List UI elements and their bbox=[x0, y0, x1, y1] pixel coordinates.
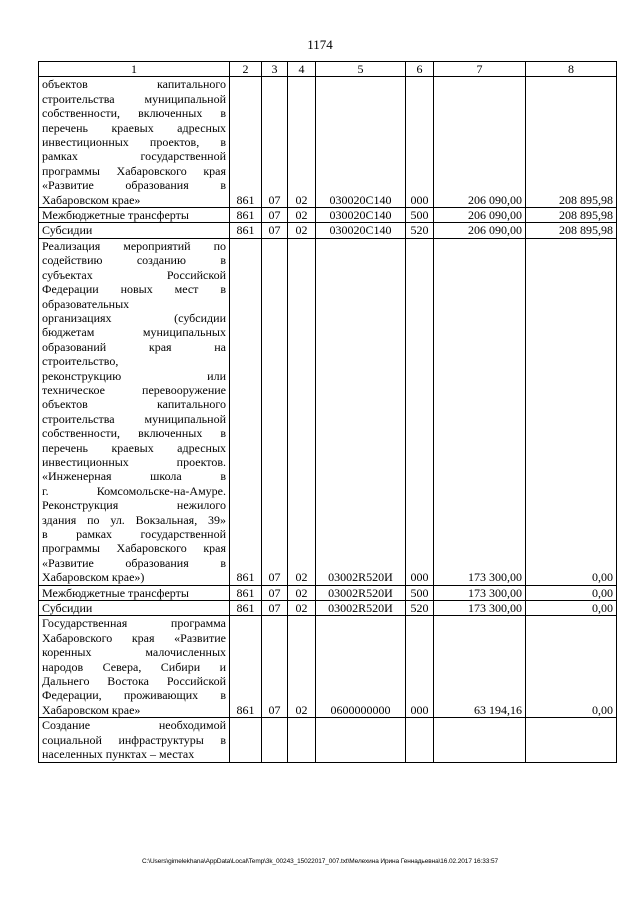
header-cell: 8 bbox=[526, 62, 617, 77]
subsection-code-cell: 02 bbox=[288, 585, 316, 600]
row-name-line: Субсидии bbox=[42, 601, 93, 616]
table-body bbox=[39, 77, 617, 762]
row-name-line: Дальнего Востока Российской bbox=[42, 674, 226, 689]
row-name-line: «Развитие образования в bbox=[42, 555, 226, 570]
row-name-line: народов Севера, Сибири и bbox=[42, 659, 226, 674]
expense-type-cell: 500 bbox=[406, 208, 434, 223]
row-name-line: Хабаровском крае») bbox=[42, 570, 145, 585]
row-name-cell bbox=[39, 585, 230, 600]
table-row bbox=[39, 616, 617, 718]
table-row bbox=[39, 208, 617, 223]
row-name-line: «Развитие образования в bbox=[42, 178, 226, 193]
header-cell: 3 bbox=[262, 62, 288, 77]
table-row bbox=[39, 238, 617, 585]
amount-year2-cell: 208 895,98 bbox=[526, 208, 617, 223]
expense-type-cell: 500 bbox=[406, 585, 434, 600]
row-name-line: в рамках государственной bbox=[42, 527, 226, 541]
row-name-cell bbox=[39, 208, 230, 223]
row-name-cell bbox=[39, 77, 230, 208]
section-code-cell: 07 bbox=[262, 77, 288, 208]
target-article-cell: 03002R520И bbox=[316, 238, 406, 585]
row-name-line: техническое перевооружение bbox=[42, 382, 226, 397]
target-article-cell: 03002R520И bbox=[316, 601, 406, 616]
row-name-line: коренных малочисленных bbox=[42, 645, 226, 660]
header-cell: 5 bbox=[316, 62, 406, 77]
row-name-line: образовательных bbox=[42, 296, 130, 311]
ministry-code-cell: 861 bbox=[230, 77, 262, 208]
target-article-cell: 030020С140 bbox=[316, 208, 406, 223]
row-name-line: перечень краевых адресных bbox=[42, 120, 226, 135]
row-name-line: Межбюджетные трансферты bbox=[42, 208, 189, 223]
ministry-code-cell: 861 bbox=[230, 601, 262, 616]
amount-year1-cell: 206 090,00 bbox=[434, 77, 526, 208]
row-name-line: г. Комсомольске-на-Амуре. bbox=[42, 483, 226, 498]
ministry-code-cell: 861 bbox=[230, 208, 262, 223]
row-name-line: бюджетам муниципальных bbox=[42, 325, 226, 340]
ministry-code-cell: 861 bbox=[230, 238, 262, 585]
section-code-cell bbox=[262, 718, 288, 762]
amount-year1-cell bbox=[434, 718, 526, 762]
expense-type-cell: 520 bbox=[406, 601, 434, 616]
row-name-line: «Инженерная школа в bbox=[42, 469, 226, 484]
row-name-line: рамках государственной bbox=[42, 149, 226, 164]
row-name-cell bbox=[39, 601, 230, 616]
table-row bbox=[39, 718, 617, 762]
row-name-line: реконструкцию или bbox=[42, 368, 226, 383]
table-row bbox=[39, 601, 617, 616]
ministry-code-cell: 861 bbox=[230, 223, 262, 238]
target-article-cell: 0600000000 bbox=[316, 616, 406, 718]
amount-year2-cell: 208 895,98 bbox=[526, 223, 617, 238]
expense-type-cell bbox=[406, 718, 434, 762]
section-code-cell: 07 bbox=[262, 616, 288, 718]
row-name-line: Федерации новых мест в bbox=[42, 282, 226, 297]
row-name-line: здания по ул. Вокзальная, 39» bbox=[42, 512, 226, 527]
amount-year1-cell: 206 090,00 bbox=[434, 208, 526, 223]
section-code-cell: 07 bbox=[262, 585, 288, 600]
row-name-line: Реализация мероприятий по bbox=[42, 238, 226, 253]
amount-year2-cell: 0,00 bbox=[526, 601, 617, 616]
row-name-line: образований края на bbox=[42, 339, 226, 354]
subsection-code-cell: 02 bbox=[288, 601, 316, 616]
row-name-line: социальной инфраструктуры в bbox=[42, 732, 226, 747]
subsection-code-cell: 02 bbox=[288, 223, 316, 238]
row-name-line: объектов капитального bbox=[42, 397, 226, 412]
header-cell: 7 bbox=[434, 62, 526, 77]
amount-year1-cell: 173 300,00 bbox=[434, 585, 526, 600]
row-name-cell bbox=[39, 223, 230, 238]
expense-type-cell: 000 bbox=[406, 616, 434, 718]
amount-year2-cell: 0,00 bbox=[526, 238, 617, 585]
subsection-code-cell: 02 bbox=[288, 238, 316, 585]
target-article-cell bbox=[316, 718, 406, 762]
row-name-line: Хабаровском крае» bbox=[42, 702, 141, 717]
row-name-line: Федерации, проживающих в bbox=[42, 688, 226, 703]
amount-year1-cell: 173 300,00 bbox=[434, 238, 526, 585]
row-name-line: собственности, включенных в bbox=[42, 426, 226, 441]
target-article-cell: 03002R520И bbox=[316, 585, 406, 600]
row-name-line: программы Хабаровского края bbox=[42, 163, 226, 178]
amount-year2-cell: 0,00 bbox=[526, 616, 617, 718]
expense-type-cell: 000 bbox=[406, 238, 434, 585]
row-name-line: Субсидии bbox=[42, 223, 93, 238]
row-name-line: инвестиционных проектов. bbox=[42, 454, 226, 469]
amount-year2-cell bbox=[526, 718, 617, 762]
expense-type-cell: 000 bbox=[406, 77, 434, 208]
table-row bbox=[39, 585, 617, 600]
amount-year2-cell: 0,00 bbox=[526, 585, 617, 600]
ministry-code-cell bbox=[230, 718, 262, 762]
section-code-cell: 07 bbox=[262, 223, 288, 238]
row-name-cell bbox=[39, 616, 230, 718]
row-name-line: Реконструкция нежилого bbox=[42, 498, 226, 513]
amount-year2-cell: 208 895,98 bbox=[526, 77, 617, 208]
header-cell: 4 bbox=[288, 62, 316, 77]
footer-path: C:\Users\gimelekhana\AppData\Local\Temp\3k_00243_15022017_007.txt\Мелехина Ирина Геннадьевна\16.02.2017 16:33:57 bbox=[141, 858, 499, 865]
row-name-line: строительство, bbox=[42, 354, 119, 369]
row-name-cell bbox=[39, 238, 230, 585]
row-name-line: объектов капитального bbox=[42, 77, 226, 92]
expense-type-cell: 520 bbox=[406, 223, 434, 238]
amount-year1-cell: 63 194,16 bbox=[434, 616, 526, 718]
header-cell: 6 bbox=[406, 62, 434, 77]
subsection-code-cell: 02 bbox=[288, 616, 316, 718]
table-row bbox=[39, 77, 617, 208]
subsection-code-cell: 02 bbox=[288, 208, 316, 223]
amount-year1-cell: 173 300,00 bbox=[434, 601, 526, 616]
subsection-code-cell bbox=[288, 718, 316, 762]
budget-table bbox=[38, 61, 617, 763]
header-row bbox=[39, 62, 617, 77]
ministry-code-cell: 861 bbox=[230, 616, 262, 718]
section-code-cell: 07 bbox=[262, 601, 288, 616]
row-name-line: Межбюджетные трансферты bbox=[42, 585, 189, 600]
row-name-line: Государственная программа bbox=[42, 616, 226, 631]
table-row bbox=[39, 223, 617, 238]
row-name-line: населенных пунктах – местах bbox=[42, 747, 195, 762]
row-name-line: организациях (субсидии bbox=[42, 310, 226, 325]
page-number: 1174 bbox=[307, 37, 333, 52]
target-article-cell: 030020С140 bbox=[316, 223, 406, 238]
row-name-cell bbox=[39, 718, 230, 762]
row-name-line: инвестиционных проектов, в bbox=[42, 135, 226, 150]
header-cell: 2 bbox=[230, 62, 262, 77]
row-name-line: собственности, включенных в bbox=[42, 106, 226, 121]
amount-year1-cell: 206 090,00 bbox=[434, 223, 526, 238]
row-name-line: Создание необходимой bbox=[42, 718, 226, 733]
target-article-cell: 030020С140 bbox=[316, 77, 406, 208]
row-name-line: содействию созданию в bbox=[42, 253, 226, 268]
row-name-line: строительства муниципальной bbox=[42, 411, 226, 426]
row-name-line: строительства муниципальной bbox=[42, 91, 226, 106]
row-name-line: Хабаровского края «Развитие bbox=[42, 630, 226, 645]
subsection-code-cell: 02 bbox=[288, 77, 316, 208]
row-name-line: программы Хабаровского края bbox=[42, 541, 226, 556]
header-cell: 1 bbox=[39, 62, 230, 77]
row-name-line: субъектах Российской bbox=[42, 267, 226, 282]
section-code-cell: 07 bbox=[262, 208, 288, 223]
section-code-cell: 07 bbox=[262, 238, 288, 585]
row-name-line: перечень краевых адресных bbox=[42, 440, 226, 455]
ministry-code-cell: 861 bbox=[230, 585, 262, 600]
row-name-line: Хабаровском крае» bbox=[42, 192, 141, 207]
